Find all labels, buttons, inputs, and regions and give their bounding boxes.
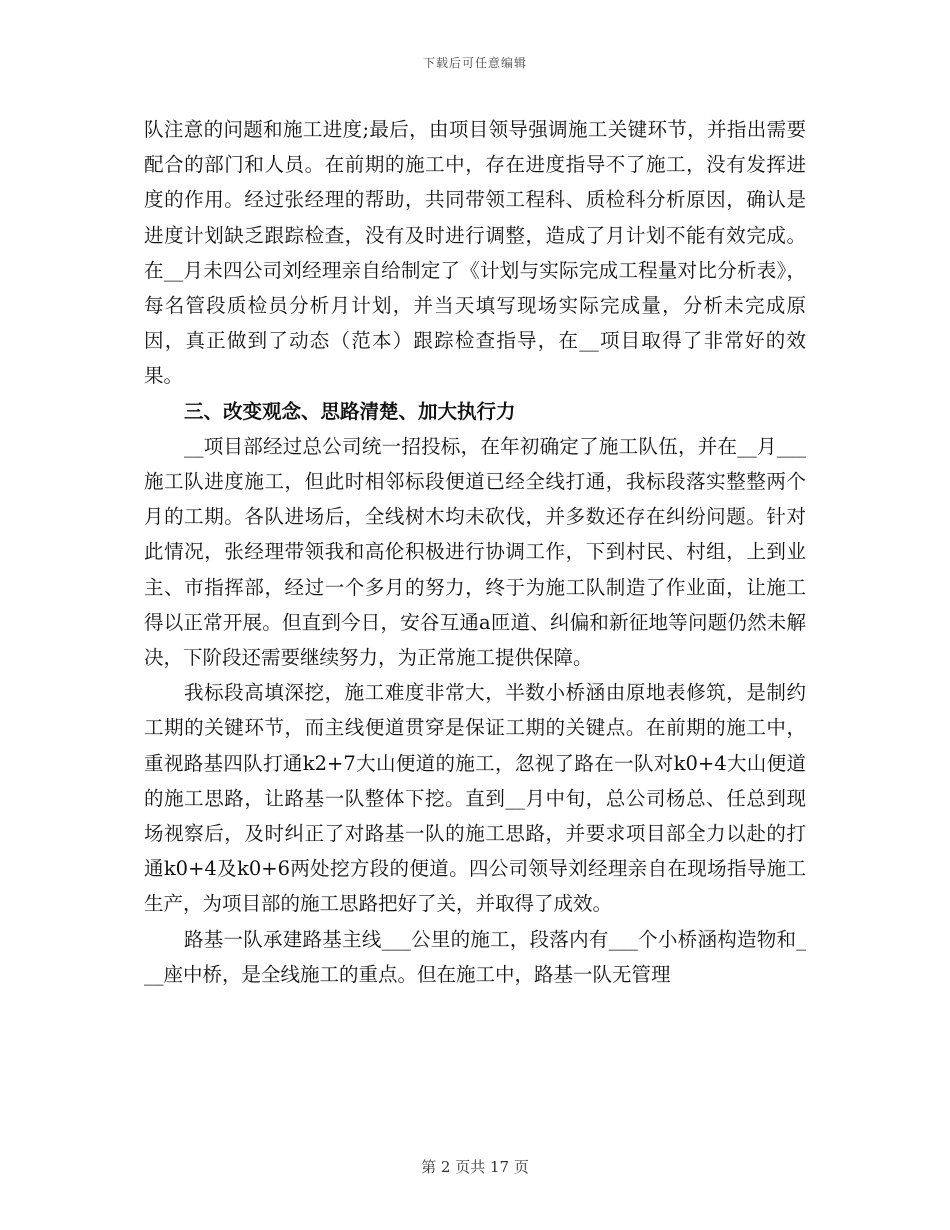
document-body (144, 112, 806, 992)
page-header: 下载后可任意编辑 (422, 56, 527, 70)
paragraph-construction-approach: 我标段高填深挖，施工难度非常大，半数小桥涵由原地表修筑，是制约工期的关键环节，而主线便道贯穿是保证工期的关键点。在前期的施工中，重视路基四队打通k2+7大山便道的施工，忽视了路在一队对k0+4大山便道的施工思路，让路基一队整体下挖。直到__月中旬，总公司杨总、任总到现场视察后，及时纠正了对路基一队的施工思路，并要求项目部全力以赴的打通k0+4及k0+6两处挖方段的便道。四公司领导刘经理亲自在现场指导施工生产，为项目部的施工思路把好了关，并取得了成效。 (144, 681, 806, 916)
paragraph-coordination: __项目部经过总公司统一招投标，在年初确定了施工队伍，并在__月___施工队进度施工，但此时相邻标段便道已经全线打通，我标段落实整整两个月的工期。各队进场后，全线树木均未砍伐，并多数还存在纠纷问题。针对此情况，张经理带领我和高伦积极进行协调工作，下到村民、村组，上到业主、市指挥部，经过一个多月的努力，终于为施工队制造了作业面，让施工得以正常开展。但直到今日，安谷互通a匝道、纠偏和新征地等问题仍然未解决，下阶段还需要继续努力，为正常施工提供保障。 (144, 434, 806, 670)
page-number: 第 2 页共 17 页 (421, 1158, 529, 1176)
paragraph-progress-tracking: 队注意的问题和施工进度;最后，由项目领导强调施工关键环节，并指出需要配合的部门和人员。在前期的施工中，存在进度指导不了施工，没有发挥进度的作用。经过张经理的帮助，共同带领工程科、质检科分析原因，确认是进度计划缺乏跟踪检查，没有及时进行调整，造成了月计划不能有效完成。在__月未四公司刘经理亲自给制定了《计划与实际完成工程量对比分析表》，每名管段质检员分析月计划，并当天填写现场实际完成量，分析未完成原因，真正做到了动态（范本）跟踪检查指导，在__项目取得了非常好的效果。 (144, 118, 806, 388)
section-heading: 三、改变观念、思路清楚、加大执行力 (184, 399, 516, 423)
paragraph-roadbed-team: 路基一队承建路基主线___公里的施工，段落内有___个小桥涵构造物和___座中桥，是全线施工的重点。但在施工中，路基一队无管理 (144, 927, 806, 986)
